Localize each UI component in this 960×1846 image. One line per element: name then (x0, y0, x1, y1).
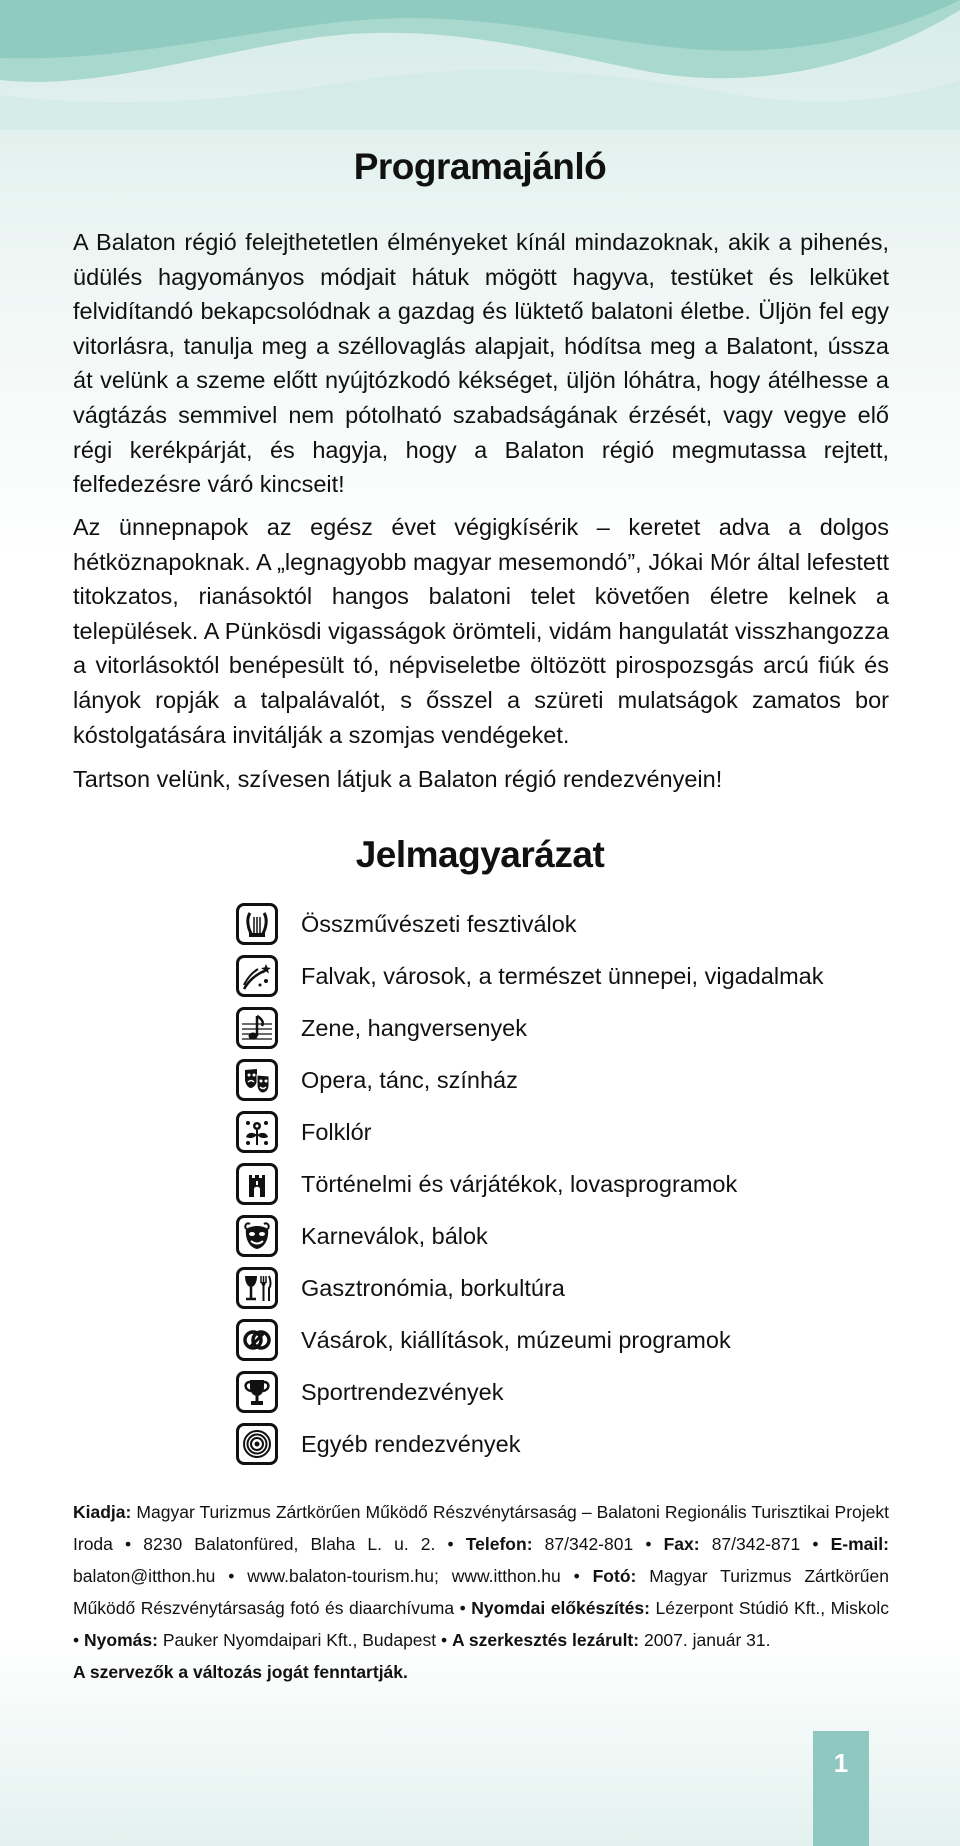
trophy-icon (236, 1371, 278, 1413)
intro-paragraph-3: Tartson velünk, szívesen látjuk a Balaton régió rendezvényein! (73, 766, 723, 792)
legend-label: Sportrendezvények (301, 1378, 504, 1405)
lyre-icon (236, 903, 278, 945)
nyomas-label: Nyomás: (84, 1630, 158, 1650)
fax-value: 87/342-871 • (711, 1534, 819, 1554)
legend-item (236, 1210, 856, 1262)
castle-tower-icon (236, 1163, 278, 1205)
lezarult-value: 2007. január 31. (643, 1630, 771, 1650)
email-value[interactable]: balaton@itthon.hu • www.balaton-tourism.hu; www.itthon.hu • (73, 1566, 580, 1586)
telefon-value: 87/342-801 • (544, 1534, 652, 1554)
kiadja-label: Kiadja: (73, 1502, 132, 1522)
pretzel-icon (236, 1319, 278, 1361)
legend-item (236, 1418, 856, 1470)
nyomdai-label: Nyomdai előkészítés: (471, 1598, 650, 1618)
legend-label: Karneválok, bálok (301, 1222, 488, 1249)
legend-label: Történelmi és várjátékok, lovasprogramok (301, 1170, 738, 1197)
page-number: 1 (833, 1748, 849, 1778)
legend-item (236, 1054, 856, 1106)
legend-item (236, 1002, 856, 1054)
legend-item (236, 1366, 856, 1418)
intro-paragraph-1: A Balaton régió felejthetetlen élményeket kínál mindazoknak, akik a pihenés, üdülés hagyományos módjait hátuk mögött hagyva, testüket és lelküket felvidítandó bekapcsolódnak a gazdag és lüktető balatoni életbe. Üljön fel egy vitorlásra, tanulja meg a széllovaglás alapjait, hódítsa meg a Balatont, ússza át velünk a szeme előtt nyújtózkodó kékséget, üljön lóhátra, hogy átélhesse a vágtázás semmivel nem pótolható szabadságának érzését, vagy vegye elő régi kerékpárját, és hagyja, hogy a Balaton régió megmutassa rejtett, felfedezésre váró kincseit! (73, 229, 889, 498)
legend-label: Opera, tánc, színház (301, 1066, 518, 1093)
fax-label: Fax: (663, 1534, 700, 1554)
nyomas-value: Pauker Nyomdaipari Kft., Budapest • (162, 1630, 448, 1650)
legend-label: Vásárok, kiállítások, múzeumi programok (301, 1326, 731, 1353)
folk-ornament-icon (236, 1111, 278, 1153)
legend-label: Egyéb rendezvények (301, 1430, 521, 1457)
legend-item (236, 898, 856, 950)
disclaimer: A szervezők a változás jogát fenntartják. (73, 1662, 408, 1682)
wine-cutlery-icon (236, 1267, 278, 1309)
legend-label: Falvak, városok, a természet ünnepei, vigadalmak (301, 962, 824, 989)
legend-item (236, 1262, 856, 1314)
carnival-mask-icon (236, 1215, 278, 1257)
legend-item (236, 1106, 856, 1158)
fireworks-icon (236, 955, 278, 997)
legend-label: Összművészeti fesztiválok (301, 910, 577, 937)
foto-label: Fotó: (592, 1566, 637, 1586)
legend-title: Jelmagyarázat (355, 834, 605, 875)
foto-value: Magyar Turizmus Zártkörűen Működő Részvénytársaság fotó és diaarchívuma • (73, 1566, 889, 1618)
telefon-label: Telefon: (465, 1534, 533, 1554)
legend-item (236, 950, 856, 1002)
legend-label: Zene, hangversenyek (301, 1014, 528, 1041)
music-note-icon (236, 1007, 278, 1049)
intro-paragraph-2: Az ünnepnapok az egész évet végigkísérik – keretet adva a dolgos hétköznapoknak. A „legnagyobb magyar mesemondó”, Jókai Mór által lefestett titokzatos, rianásoktól hangos balatoni telet követően életre kelnek a települések. A Pünkösdi vigasságok örömteli, vidám hangulatát visszhangozza a vitorlásoktól benépesült tó, népviseletbe öltözött pirospozsgás arcú fiúk és lányok ropják a talpalávalót, s ősszel a szüreti mulatságok zamatos bor kóstolgatására invitálják a szomjas vendégeket. (73, 514, 889, 748)
nyomdai-value: Lézerpont Stúdió Kft., Miskolc • (73, 1598, 889, 1650)
legend-label: Gasztronómia, borkultúra (301, 1274, 565, 1301)
imprint-block (73, 1496, 889, 1688)
legend-label: Folklór (301, 1118, 372, 1145)
legend-item (236, 1314, 856, 1366)
concentric-circles-icon (236, 1423, 278, 1465)
legend-list (236, 898, 856, 1470)
legend-item (236, 1158, 856, 1210)
lezarult-label: A szerkesztés lezárult: (452, 1630, 640, 1650)
email-label: E-mail: (830, 1534, 889, 1554)
theatre-masks-icon (236, 1059, 278, 1101)
page-title: Programajánló (353, 146, 607, 187)
header-wave-decoration (0, 0, 960, 140)
kiadja-value: Magyar Turizmus Zártkörűen Működő Részvénytársaság – Balatoni Regionális Turisztikai Projekt Iroda • 8230 Balatonfüred, Blaha L. u. 2. • (73, 1502, 889, 1554)
